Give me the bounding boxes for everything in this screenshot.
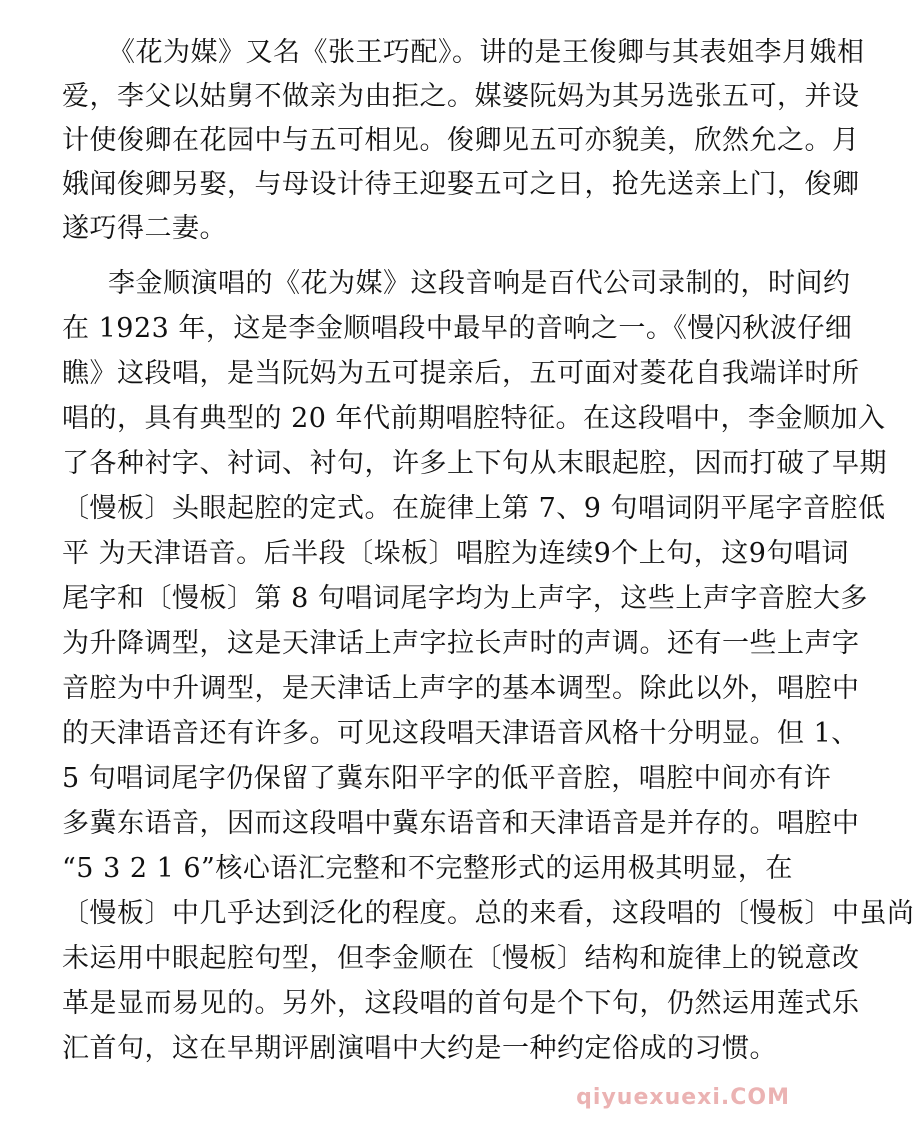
text-line: 瞧》这段唱，是当阮妈为五可提亲后，五可面对菱花自我端详时所 [62, 358, 860, 389]
text-line: 〔慢板〕中几乎达到泛化的程度。总的来看，这段唱的〔慢板〕中虽尚 [62, 898, 915, 929]
text-line: 为升降调型，这是天津话上声字拉长声时的声调。还有一些上声字 [62, 628, 860, 659]
site-watermark: qiyuexuexi.COM [576, 1085, 790, 1110]
text-line: 计使俊卿在花园中与五可相见。俊卿见五可亦貌美，欣然允之。月 [62, 125, 860, 156]
text-line: 多冀东语音，因而这段唱中冀东语音和天津语音是并存的。唱腔中 [62, 808, 860, 839]
text-line: 李金顺演唱的《花为媒》这段音响是百代公司录制的，时间约 [108, 268, 851, 299]
text-line: 平 为天津语音。后半段〔垛板〕唱腔为连续9个上句，这9句唱词 [62, 538, 849, 569]
text-line: 的天津语音还有许多。可见这段唱天津语音风格十分明显。但 1、 [62, 718, 859, 749]
text-line: 5 句唱词尾字仍保留了冀东阳平字的低平音腔，唱腔中间亦有许 [62, 763, 832, 794]
text-line: 遂巧得二妻。 [62, 213, 227, 244]
text-line: 在 1923 年，这是李金顺唱段中最早的音响之一。《慢闪秋波仔细 [62, 313, 853, 344]
text-line: 爱，李父以姑舅不做亲为由拒之。媒婆阮妈为其另选张五可，并设 [62, 81, 860, 112]
text-line: 尾字和〔慢板〕第 8 句唱词尾字均为上声字，这些上声字音腔大多 [62, 583, 868, 614]
text-line: 《花为媒》又名《张王巧配》。讲的是王俊卿与其表姐李月娥相 [108, 37, 865, 68]
text-line: 音腔为中升调型，是天津话上声字的基本调型。除此以外，唱腔中 [62, 673, 860, 704]
text-line: 娥闻俊卿另娶，与母设计待王迎娶五可之日，抢先送亲上门，俊卿 [62, 169, 860, 200]
text-line: 汇首句，这在早期评剧演唱中大约是一种约定俗成的习惯。 [62, 1033, 777, 1064]
text-line: 〔慢板〕头眼起腔的定式。在旋律上第 7、9 句唱词阴平尾字音腔低 [62, 493, 886, 524]
text-line: “5 3 2 1 6”核心语汇完整和不完整形式的运用极其明显，在 [62, 853, 793, 884]
text-line: 未运用中眼起腔句型，但李金顺在〔慢板〕结构和旋律上的锐意改 [62, 943, 860, 974]
text-line: 革是显而易见的。另外，这段唱的首句是个下句，仍然运用莲式乐 [62, 988, 860, 1019]
text-line: 唱的，具有典型的 20 年代前期唱腔特征。在这段唱中，李金顺加入 [62, 403, 886, 434]
text-line: 了各种衬字、衬词、衬句，许多上下句从末眼起腔，因而打破了早期 [62, 448, 887, 479]
